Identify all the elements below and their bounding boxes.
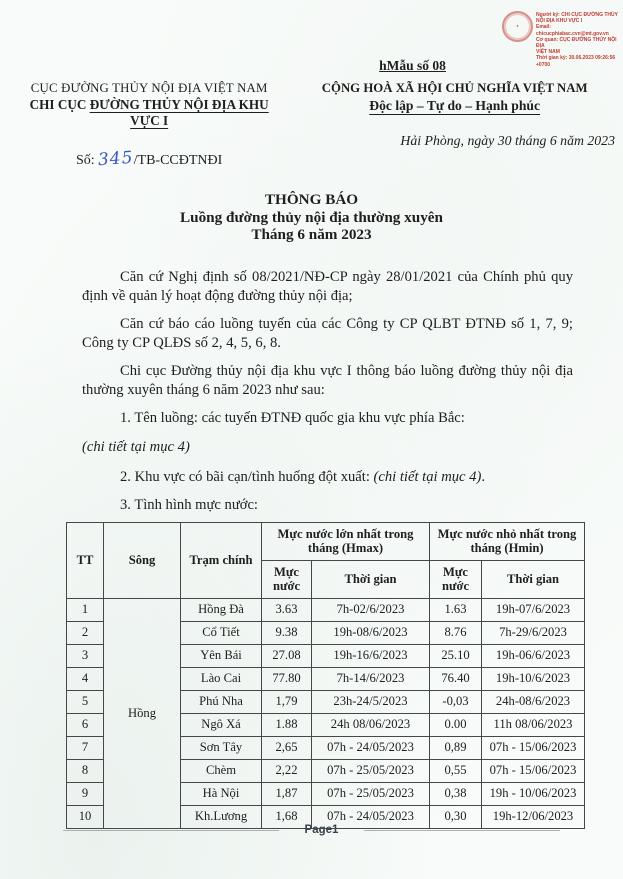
cell-hmax-time: 7h-02/6/2023 bbox=[312, 598, 430, 621]
cell-hmin-level: 25.10 bbox=[430, 644, 482, 667]
signature-line: VIỆT NAM bbox=[536, 49, 560, 56]
item-3-water-levels: 3. Tình hình mực nước: bbox=[120, 496, 258, 513]
cell-hmin-time: 24h-08/6/2023 bbox=[482, 690, 585, 713]
cell-hmin-time: 19h-12/06/2023 bbox=[482, 805, 585, 828]
cell-hmax-level: 77.80 bbox=[262, 667, 312, 690]
cell-hmax-level: 1,79 bbox=[262, 690, 312, 713]
signature-line: Email: chicucphiabac.cvn@mt.gov.vn bbox=[536, 24, 609, 37]
item-1-route-name: 1. Tên luồng: các tuyến ĐTNĐ quốc gia khu vực phía Bắc: bbox=[120, 409, 465, 426]
national-title: CỘNG HOÀ XÃ HỘI CHỦ NGHĨA VIỆT NAM bbox=[321, 81, 588, 95]
agency-name-underlined: ĐƯỜNG THỦY NỘI ĐỊA KHU VỰC I bbox=[89, 97, 269, 128]
item-2-shallow-areas bbox=[82, 468, 573, 487]
cell-hmax-time: 07h - 24/05/2023 bbox=[312, 805, 430, 828]
cell-hmax-level: 2,65 bbox=[262, 736, 312, 759]
signature-line: NỘI ĐỊA KHU VỰC I bbox=[536, 18, 583, 25]
water-level-table bbox=[66, 522, 585, 829]
cell-river-merged: Hồng bbox=[104, 598, 181, 828]
cell-hmax-level: 2,22 bbox=[262, 759, 312, 782]
cell-tt: 4 bbox=[67, 667, 104, 690]
cell-tt: 2 bbox=[67, 621, 104, 644]
column-header-tt: TT bbox=[67, 522, 104, 598]
item-1-detail-note: (chi tiết tại mục 4) bbox=[82, 438, 190, 455]
cell-tt: 10 bbox=[67, 805, 104, 828]
paragraph-legal-basis-2: Căn cứ báo cáo luồng tuyến của các Công ty CP QLBT ĐTNĐ số 1, 7, 9; Công ty CP QLĐS số 2, 4, 5, 6, 8. bbox=[82, 315, 573, 351]
signature-line: Cơ quan: CỤC ĐƯỜNG THỦY NỘI ĐỊA bbox=[536, 36, 617, 50]
column-group-hmin: Mực nước nhỏ nhất trong tháng (Hmin) bbox=[430, 522, 585, 560]
national-motto-block bbox=[280, 81, 623, 169]
cell-station: Chèm bbox=[181, 759, 262, 782]
cell-tt: 9 bbox=[67, 782, 104, 805]
column-header-river: Sông bbox=[104, 522, 181, 598]
cell-hmax-time: 24h 08/06/2023 bbox=[312, 713, 430, 736]
form-number-text: hMẫu số 08 bbox=[379, 58, 446, 73]
cell-hmax-time: 7h-14/6/2023 bbox=[312, 667, 430, 690]
cell-hmax-time: 23h-24/5/2023 bbox=[312, 690, 430, 713]
cell-station: Lào Cai bbox=[181, 667, 262, 690]
cell-hmin-level: 0,38 bbox=[430, 782, 482, 805]
cell-hmax-level: 9.38 bbox=[262, 621, 312, 644]
cell-station: Ngô Xá bbox=[181, 713, 262, 736]
column-group-hmax: Mực nước lớn nhất trong tháng (Hmax) bbox=[262, 522, 430, 560]
cell-hmin-level: 1.63 bbox=[430, 598, 482, 621]
cell-station: Kh.Lương bbox=[181, 805, 262, 828]
water-table-body bbox=[67, 598, 585, 828]
parent-agency-name: CỤC ĐƯỜNG THỦY NỘI ĐỊA VIỆT NAM bbox=[30, 81, 268, 95]
signature-line: Thời gian ký: 30.06.2023 09:26:56 +0700 bbox=[536, 55, 616, 68]
column-header-station: Trạm chính bbox=[181, 522, 262, 598]
cell-hmin-time: 19h-07/6/2023 bbox=[482, 598, 585, 621]
footer-divider-left bbox=[63, 830, 279, 831]
cell-hmin-time: 19h - 10/06/2023 bbox=[482, 782, 585, 805]
item-2-text: 2. Khu vực có bãi cạn/tình huống đột xuất: bbox=[120, 468, 374, 485]
cell-station: Cổ Tiết bbox=[181, 621, 262, 644]
cell-hmax-time: 07h - 24/05/2023 bbox=[312, 736, 430, 759]
document-title: THÔNG BÁO bbox=[264, 191, 359, 208]
signature-line: Người ký: CHI CỤC ĐƯỜNG THỦY bbox=[536, 12, 618, 18]
cell-hmax-time: 07h - 25/05/2023 bbox=[312, 759, 430, 782]
cell-hmin-level: 0.00 bbox=[430, 713, 482, 736]
cell-hmax-level: 3.63 bbox=[262, 598, 312, 621]
document-title-block bbox=[0, 191, 623, 244]
cell-hmin-level: 76.40 bbox=[430, 667, 482, 690]
cell-hmin-time: 07h - 15/06/2023 bbox=[482, 759, 585, 782]
cell-hmax-level: 1,87 bbox=[262, 782, 312, 805]
table-row bbox=[67, 598, 585, 621]
cell-hmax-time: 07h - 25/05/2023 bbox=[312, 782, 430, 805]
place-dateline: Hải Phòng, ngày 30 tháng 6 năm 2023 bbox=[400, 133, 615, 148]
cell-hmax-time: 19h-08/6/2023 bbox=[312, 621, 430, 644]
document-header bbox=[0, 81, 623, 169]
signature-info bbox=[536, 9, 620, 68]
cell-hmin-time: 19h-06/6/2023 bbox=[482, 644, 585, 667]
cell-tt: 7 bbox=[67, 736, 104, 759]
cell-station: Sơn Tây bbox=[181, 736, 262, 759]
footer-divider-right bbox=[364, 830, 560, 831]
column-header-hmin-level: Mực nước bbox=[430, 560, 482, 598]
cell-hmin-level: 0,89 bbox=[430, 736, 482, 759]
cell-hmax-time: 19h-16/6/2023 bbox=[312, 644, 430, 667]
column-header-hmin-time: Thời gian bbox=[482, 560, 585, 598]
cell-hmin-time: 19h-10/6/2023 bbox=[482, 667, 585, 690]
cell-hmin-level: 0,30 bbox=[430, 805, 482, 828]
cell-station: Phú Nha bbox=[181, 690, 262, 713]
digital-signature-stamp bbox=[502, 9, 620, 68]
cell-hmin-time: 07h - 15/06/2023 bbox=[482, 736, 585, 759]
document-subtitle: Luồng đường thủy nội địa thường xuyên bbox=[180, 208, 443, 226]
issuing-agency-block bbox=[0, 81, 280, 169]
cell-hmax-level: 1,68 bbox=[262, 805, 312, 828]
paragraph-legal-basis-1: Căn cứ Nghị định số 08/2021/NĐ-CP ngày 28/01/2021 của Chính phủ quy định về quản lý hoạt động đường thủy nội địa; bbox=[82, 268, 573, 304]
red-seal-icon: ● bbox=[502, 11, 533, 42]
doc-number-suffix: /TB-CCĐTNĐI bbox=[133, 153, 223, 168]
cell-tt: 6 bbox=[67, 713, 104, 736]
cell-tt: 5 bbox=[67, 690, 104, 713]
page-number: Page1 bbox=[304, 824, 339, 836]
agency-name bbox=[18, 97, 280, 129]
cell-tt: 3 bbox=[67, 644, 104, 667]
page-footer bbox=[0, 824, 623, 836]
document-body bbox=[82, 268, 573, 515]
cell-station: Hồng Đà bbox=[181, 598, 262, 621]
item-2-detail-note: (chi tiết tại mục 4) bbox=[373, 468, 482, 485]
paragraph-announcement: Chi cục Đường thủy nội địa khu vực I thông báo luồng đường thủy nội địa thường xuyên tháng 6 năm 2023 như sau: bbox=[82, 362, 573, 398]
national-motto: Độc lập – Tự do – Hạnh phúc bbox=[369, 98, 541, 113]
cell-tt: 8 bbox=[67, 759, 104, 782]
cell-station: Yên Bái bbox=[181, 644, 262, 667]
doc-number-prefix: Số: bbox=[76, 153, 99, 168]
handwritten-number: 345 bbox=[97, 147, 135, 171]
cell-tt: 1 bbox=[67, 598, 104, 621]
agency-name-prefix: CHI CỤC bbox=[29, 97, 90, 112]
column-header-hmax-level: Mực nước bbox=[262, 560, 312, 598]
cell-hmin-level: 8.76 bbox=[430, 621, 482, 644]
cell-hmin-level: -0,03 bbox=[430, 690, 482, 713]
cell-hmax-level: 27.08 bbox=[262, 644, 312, 667]
document-period: Tháng 6 năm 2023 bbox=[251, 226, 372, 243]
cell-hmax-level: 1.88 bbox=[262, 713, 312, 736]
item-2-period: . bbox=[481, 468, 485, 485]
column-header-hmax-time: Thời gian bbox=[312, 560, 430, 598]
document-number bbox=[18, 149, 280, 169]
cell-hmin-time: 11h 08/06/2023 bbox=[482, 713, 585, 736]
cell-hmin-time: 7h-29/6/2023 bbox=[482, 621, 585, 644]
cell-hmin-level: 0,55 bbox=[430, 759, 482, 782]
cell-station: Hà Nội bbox=[181, 782, 262, 805]
